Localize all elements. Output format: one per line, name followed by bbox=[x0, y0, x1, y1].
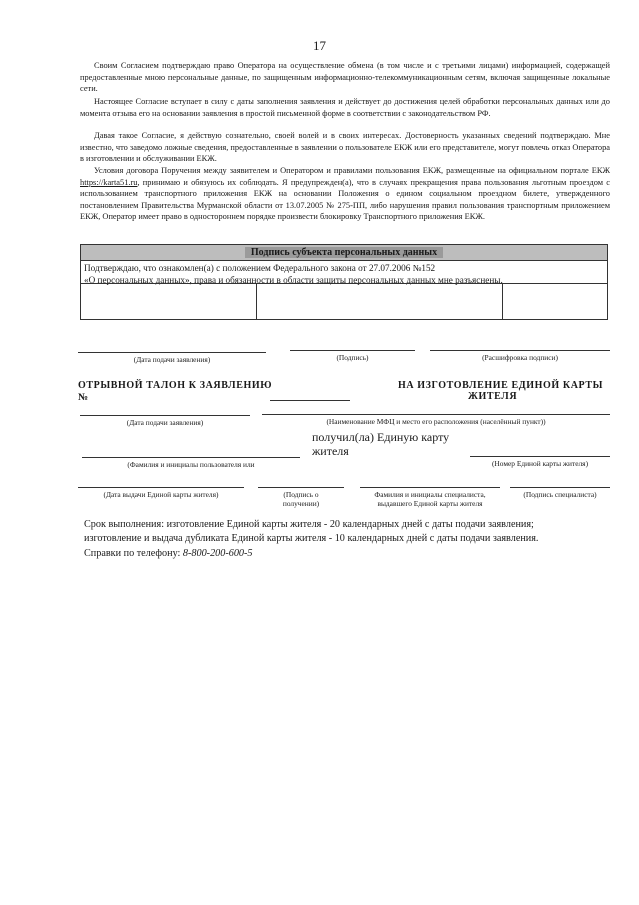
tear-off-heading-right-2: ЖИТЕЛЯ bbox=[468, 391, 518, 402]
mfc-line[interactable] bbox=[262, 414, 610, 415]
consent-paragraph-terms bbox=[80, 165, 610, 223]
specialist-signature-caption: (Подпись специалиста) bbox=[523, 490, 597, 499]
application-signature-line[interactable] bbox=[290, 350, 415, 351]
phone-label: Справки по телефону: bbox=[84, 548, 181, 559]
signature-cell-divider bbox=[502, 284, 503, 319]
signature-box-header bbox=[81, 245, 607, 261]
karta51-link[interactable]: https://karta51.ru bbox=[80, 177, 138, 187]
deadline-text-2: изготовление и выдача дубликата Единой карты жителя - 10 календарных дней с даты подачи заявления. bbox=[84, 533, 539, 544]
issue-date-caption: (Дата выдачи Единой карты жителя) bbox=[103, 490, 219, 499]
signature-box-title: Подпись субъекта персональных данных bbox=[245, 247, 443, 258]
phone-number[interactable]: 8-800-200-600-5 bbox=[182, 548, 253, 559]
consent-paragraph-exchange: Своим Согласием подтверждаю право Оператора на осуществление обмена (в том числе и с третьими лицами) информацией, содержащей предоставленные мною персональные данные, по защищенным информационно-телекоммуникационным сетям, включая защищенные локальные сети. bbox=[80, 61, 610, 93]
receipt-signature-caption-1: (Подпись о bbox=[283, 490, 319, 499]
consent-paragraph-validity: Настоящее Согласие вступает в силу с даты заполнения заявления и действует до достижения целей обработки персональных данных или до момента отзыва его на основании заявления в простой письменной форме в соответствии с законодательством РФ. bbox=[80, 97, 610, 118]
specialist-name-caption-2: выдавшего Единой карты жителя bbox=[377, 499, 483, 508]
specialist-signature-line[interactable] bbox=[510, 487, 610, 488]
card-number-caption: (Номер Единой карты жителя) bbox=[491, 459, 589, 468]
deadline-text-1: Срок выполнения: изготовление Единой карты жителя - 20 календарных дней с даты подачи заявления; bbox=[84, 519, 534, 530]
receipt-signature-caption-2: получении) bbox=[282, 499, 320, 508]
personal-data-signature-box bbox=[80, 244, 608, 320]
specialist-name-caption-1: Фамилия и инициалы специалиста, bbox=[374, 490, 486, 499]
tear-off-number-sign: № bbox=[78, 392, 89, 403]
terms-text-before-link: Условия договора Поручения между заявителем и Оператором и правилами пользования ЕКЖ, размещенные на официальном портале ЕКЖ bbox=[94, 166, 610, 175]
tear-off-number-line[interactable] bbox=[270, 400, 350, 401]
confirmation-line-1: Подтверждаю, что ознакомлен(а) с положением Федерального закона от 27.07.2006 №152 bbox=[84, 263, 436, 273]
signature-cell-divider bbox=[256, 284, 257, 319]
received-card-text: получил(ла) Единую карту bbox=[312, 430, 450, 444]
tear-off-date-line[interactable] bbox=[80, 415, 250, 416]
confirmation-line-2: «О персональных данных», права и обязанности в области защиты персональных данных мне разъяснены. bbox=[84, 275, 503, 285]
consent-paragraph-voluntary: Давая такое Согласие, я действую сознательно, своей волей и в своих интересах. Достоверность указанных сведений подтверждаю. Мне известно, что заведомо ложные сведения, предоставленные в заявлении о пользователе ЕКЖ или его представителе, могут повлечь отказ Оператора в изготовлении и обслуживании ЕКЖ. bbox=[80, 131, 610, 163]
application-signature-caption: (Подпись) bbox=[336, 353, 369, 362]
issue-date-line[interactable] bbox=[78, 487, 244, 488]
signature-decoding-line[interactable] bbox=[430, 350, 610, 351]
mfc-caption: (Наименование МФЦ и место его расположения (населённый пункт)) bbox=[326, 417, 546, 426]
signature-cells-row bbox=[81, 283, 607, 319]
receipt-signature-line[interactable] bbox=[258, 487, 344, 488]
specialist-name-caption bbox=[360, 490, 500, 508]
card-number-line[interactable] bbox=[470, 456, 610, 457]
signature-decoding-caption: (Расшифровка подписи) bbox=[482, 353, 558, 362]
application-date-caption: (Дата подачи заявления) bbox=[133, 355, 211, 364]
receipt-signature-caption bbox=[258, 490, 344, 508]
phone-info bbox=[84, 547, 253, 561]
tear-off-date-caption: (Дата подачи заявления) bbox=[126, 418, 204, 427]
tear-off-heading-right: НА ИЗГОТОВЛЕНИЕ ЕДИНОЙ КАРТЫ bbox=[398, 380, 604, 391]
user-name-caption: (Фамилия и инициалы пользователя или bbox=[127, 460, 255, 469]
received-card-text-2: жителя bbox=[312, 444, 349, 458]
user-name-line[interactable] bbox=[82, 457, 300, 458]
specialist-name-line[interactable] bbox=[360, 487, 500, 488]
page-number: 17 bbox=[313, 38, 326, 53]
terms-text-after-link: , принимаю и обязуюсь их соблюдать. Я предупрежден(а), что в случаях прекращения права пользования льготным проездом с использованием транспортного приложения ЕКЖ на основании Положения о едином социальном проездном билете, утвержденного постановлением Правительства Мурманской области от 13.07.2005 № 275-ПП, либо нарушения правил пользования транспортным приложением ЕКЖ, Оператор имеет право в одностороннем порядке произвести блокировку Транспортного приложения ЕКЖ. bbox=[80, 177, 610, 221]
tear-off-heading: ОТРЫВНОЙ ТАЛОН К ЗАЯВЛЕНИЮ bbox=[78, 380, 273, 391]
application-date-line[interactable] bbox=[78, 352, 266, 353]
